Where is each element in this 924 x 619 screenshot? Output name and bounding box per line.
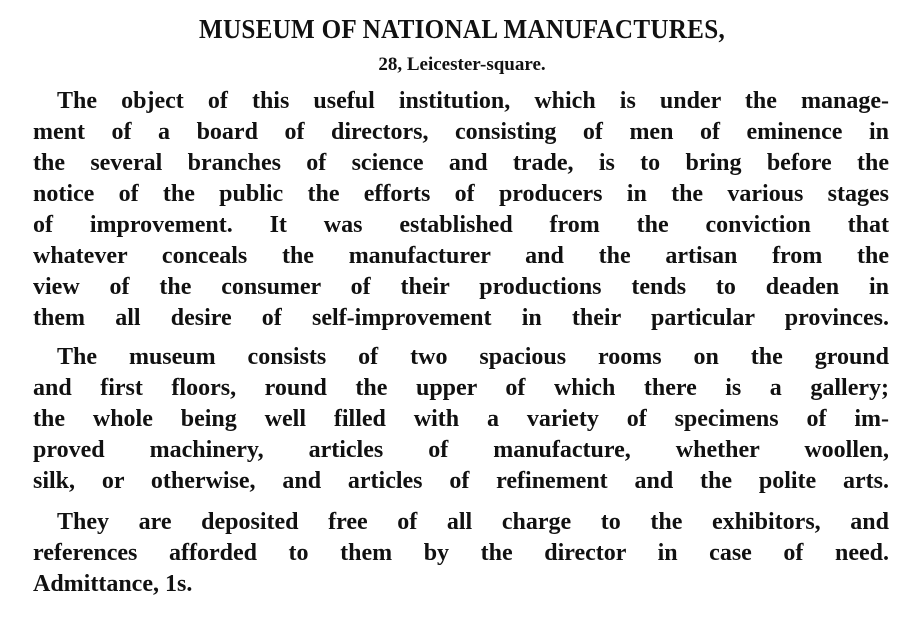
text-line: The object of this useful institution, which is under the manage- [57, 88, 889, 114]
text-line: silk, or otherwise, and articles of refinement and the polite arts. [33, 468, 889, 494]
text-line: ment of a board of directors, consisting of men of eminence in [33, 119, 889, 145]
text-line: proved machinery, articles of manufacture, whether woollen, [33, 437, 889, 463]
text-line: them all desire of self-improvement in their particular provinces. [33, 305, 889, 331]
text-line: and first floors, round the upper of which there is a gallery; [33, 375, 889, 401]
text-line: whatever conceals the manufacturer and the artisan from the [33, 243, 889, 269]
text-line: The museum consists of two spacious rooms on the ground [57, 344, 889, 370]
text-line: of improvement. It was established from the conviction that [33, 212, 889, 238]
text-line: notice of the public the efforts of producers in the various stages [33, 181, 889, 207]
document-title: MUSEUM OF NATIONAL MANUFACTURES, [198, 14, 726, 44]
document-subtitle: 28, Leicester-square. [378, 54, 546, 75]
text-line: view of the consumer of their productions tends to deaden in [33, 274, 889, 300]
text-line: Admittance, 1s. [33, 571, 193, 597]
text-line: references afforded to them by the director in case of need. [33, 540, 889, 566]
text-line: the whole being well filled with a variety of specimens of im- [33, 406, 889, 432]
text-line: They are deposited free of all charge to the exhibitors, and [57, 509, 889, 535]
text-line: the several branches of science and trade, is to bring before the [33, 150, 889, 176]
